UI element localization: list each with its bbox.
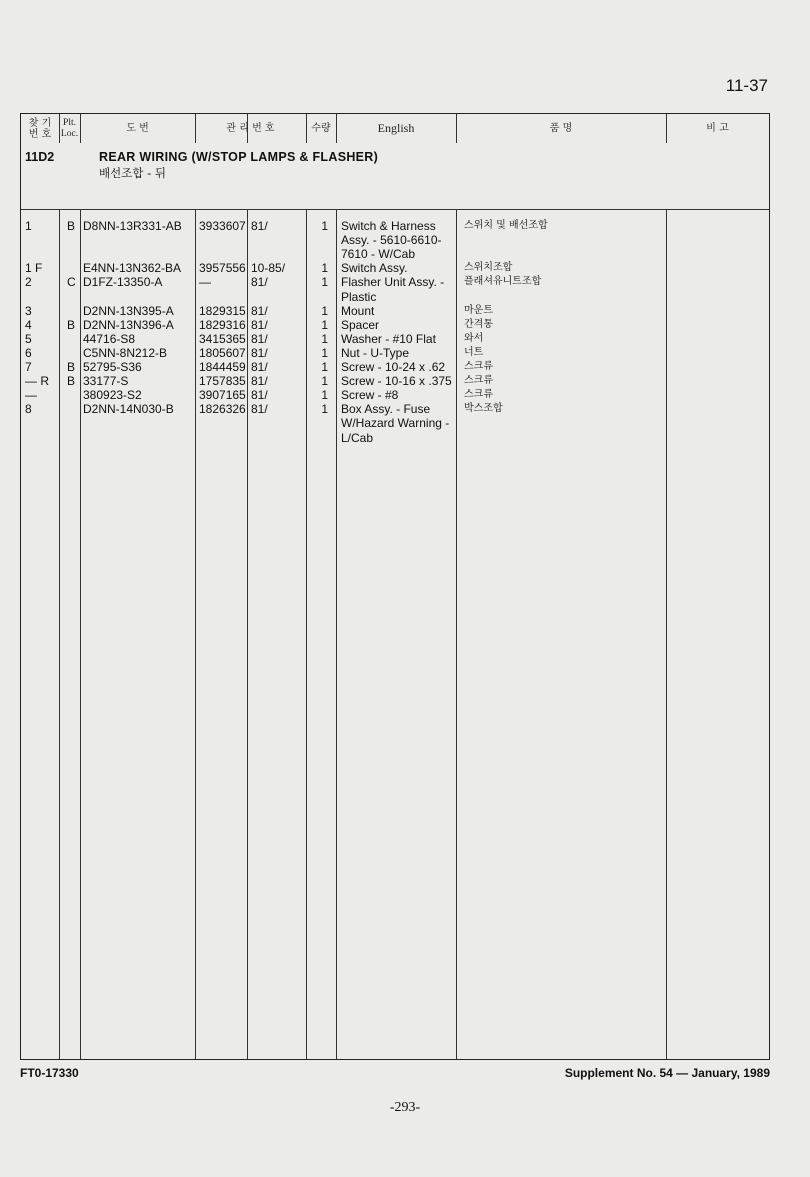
ref-cell: 4: [25, 317, 32, 332]
year-cell: 81/: [251, 402, 268, 417]
mgmt-number-cell: —: [199, 275, 211, 290]
table-row: [21, 360, 769, 374]
header-drawing-no: 도 번: [126, 123, 149, 134]
qty-cell: 1: [321, 388, 328, 403]
english-desc-cell: Box Assy. - Fuse: [341, 402, 431, 417]
year-cell: 81/: [251, 388, 268, 403]
ref-cell: 8: [25, 402, 32, 417]
qty-cell: 1: [321, 219, 328, 233]
part-number-cell: E4NN-13N362-BA: [83, 261, 182, 276]
footer-supplement: Supplement No. 54 — January, 1989: [564, 1066, 770, 1080]
qty-cell: 1: [321, 331, 328, 346]
table-row: [21, 332, 769, 346]
korean-desc-cell: 플래셔유니트조합: [464, 276, 542, 288]
mgmt-number-cell: 1829316: [199, 317, 246, 332]
header-find-no: 찾 기 번 호: [28, 117, 52, 140]
ref-cell: 2: [25, 275, 32, 290]
mgmt-number-cell: 1844459: [199, 360, 246, 374]
english-desc-cell: Washer - #10 Flat: [341, 331, 436, 346]
english-desc-cell: Nut - U-Type: [341, 345, 410, 360]
part-number-cell: 33177-S: [83, 374, 129, 389]
english-desc-cell: 7610 - W/Cab: [341, 247, 416, 262]
korean-desc-cell: 박스조합: [464, 403, 503, 415]
year-cell: 81/: [251, 374, 268, 389]
table-row: [21, 290, 769, 304]
mgmt-number-cell: 1805607: [199, 345, 246, 360]
table-row: [21, 233, 769, 247]
qty-cell: 1: [321, 360, 328, 374]
section-korean-title: 배선조합 - 뒤: [99, 166, 167, 180]
table-row: [21, 416, 769, 430]
part-number-cell: 380923-S2: [83, 388, 142, 403]
ref-cell: 1 F: [25, 261, 43, 276]
loc-cell: C: [67, 275, 76, 290]
year-cell: 81/: [251, 345, 268, 360]
english-desc-cell: Mount: [341, 303, 375, 318]
english-desc-cell: Flasher Unit Assy. -: [341, 275, 445, 290]
section-code: 11D2: [25, 150, 55, 164]
header-english: English: [377, 120, 415, 135]
table-row: [21, 431, 769, 445]
english-desc-cell: Assy. - 5610-6610-: [341, 233, 442, 248]
ref-cell: 3: [25, 303, 32, 318]
english-desc-cell: Switch & Harness: [341, 219, 436, 233]
part-number-cell: C5NN-8N212-B: [83, 345, 168, 360]
table-row: [21, 304, 769, 318]
qty-cell: 1: [321, 345, 328, 360]
english-desc-cell: Screw - #8: [341, 388, 399, 403]
loc-cell: B: [67, 317, 76, 332]
table-row: [21, 261, 769, 275]
korean-desc-cell: 스크류: [464, 375, 493, 387]
english-desc-cell: Spacer: [341, 317, 380, 332]
section-divider: [21, 209, 769, 210]
year-cell: 81/: [251, 331, 268, 346]
part-number-cell: D2NN-14N030-B: [83, 402, 174, 417]
mgmt-number-cell: 1829315: [199, 303, 246, 318]
footer-page-number: -293-: [389, 1100, 421, 1115]
part-number-cell: D1FZ-13350-A: [83, 275, 163, 290]
year-cell: 81/: [251, 275, 268, 290]
korean-desc-cell: 스위치 및 배선조합: [464, 220, 548, 231]
part-number-cell: 44716-S8: [83, 331, 136, 346]
english-desc-cell: Screw - 10-16 x .375: [341, 374, 452, 389]
ref-cell: — R: [25, 374, 49, 389]
qty-cell: 1: [321, 303, 328, 318]
page-number: 11-37: [725, 76, 768, 95]
header-mgmt-no: 관 리 번 호: [226, 123, 275, 134]
year-cell: 10-85/: [251, 261, 286, 276]
korean-desc-cell: 스위치조합: [464, 262, 513, 274]
qty-cell: 1: [321, 275, 328, 290]
qty-cell: 1: [321, 402, 328, 417]
qty-cell: 1: [321, 374, 328, 389]
ref-cell: 6: [25, 345, 32, 360]
table-row: [21, 247, 769, 261]
footer-doc-code: FT0-17330: [20, 1066, 79, 1080]
english-desc-cell: Screw - 10-24 x .62: [341, 360, 446, 374]
english-desc-cell: Plastic: [341, 289, 377, 304]
korean-desc-cell: 스크류: [464, 389, 493, 401]
ref-cell: 7: [25, 360, 32, 374]
table-row: [21, 346, 769, 360]
table-row: [21, 318, 769, 332]
table-row: [21, 219, 769, 233]
english-desc-cell: Switch Assy.: [341, 261, 408, 276]
part-number-cell: D2NN-13N395-A: [83, 303, 174, 318]
korean-desc-cell: 스크류: [464, 361, 493, 372]
part-number-cell: 52795-S36: [83, 360, 142, 374]
header-plt-loc: Plt. Loc.: [60, 118, 79, 139]
english-desc-cell: W/Hazard Warning -: [341, 416, 450, 431]
header-qty: 수량: [311, 123, 331, 134]
korean-desc-cell: 와서: [464, 332, 484, 344]
korean-desc-cell: 마운트: [464, 304, 493, 316]
mgmt-number-cell: 1826326: [199, 402, 246, 417]
english-desc-cell: L/Cab: [341, 430, 374, 445]
table-row: [21, 374, 769, 388]
loc-cell: B: [67, 219, 76, 233]
year-cell: 81/: [251, 303, 268, 318]
table-row: [21, 402, 769, 416]
korean-desc-cell: 간격통: [464, 318, 493, 330]
ref-cell: 5: [25, 331, 32, 346]
korean-desc-cell: 너트: [464, 346, 484, 358]
ref-cell: —: [25, 388, 37, 403]
part-number-cell: D2NN-13N396-A: [83, 317, 174, 332]
mgmt-number-cell: 3957556: [199, 261, 246, 276]
table-row: [21, 388, 769, 402]
year-cell: 81/: [251, 360, 268, 374]
year-cell: 81/: [251, 219, 268, 233]
year-cell: 81/: [251, 317, 268, 332]
ref-cell: 1: [25, 219, 32, 233]
loc-cell: B: [67, 374, 76, 389]
mgmt-number-cell: 3933607: [199, 219, 246, 233]
mgmt-number-cell: 1757835: [199, 374, 246, 389]
qty-cell: 1: [321, 261, 328, 276]
part-number-cell: D8NN-13R331-AB: [83, 219, 182, 233]
loc-cell: B: [67, 360, 76, 374]
header-korean: 품 명: [549, 123, 573, 134]
mgmt-number-cell: 3907165: [199, 388, 246, 403]
section-title: REAR WIRING (W/STOP LAMPS & FLASHER): [99, 150, 379, 164]
header-remarks: 비 고: [706, 123, 729, 134]
qty-cell: 1: [321, 317, 328, 332]
table-row: [21, 275, 769, 289]
mgmt-number-cell: 3415365: [199, 331, 246, 346]
parts-table: [20, 113, 770, 1060]
